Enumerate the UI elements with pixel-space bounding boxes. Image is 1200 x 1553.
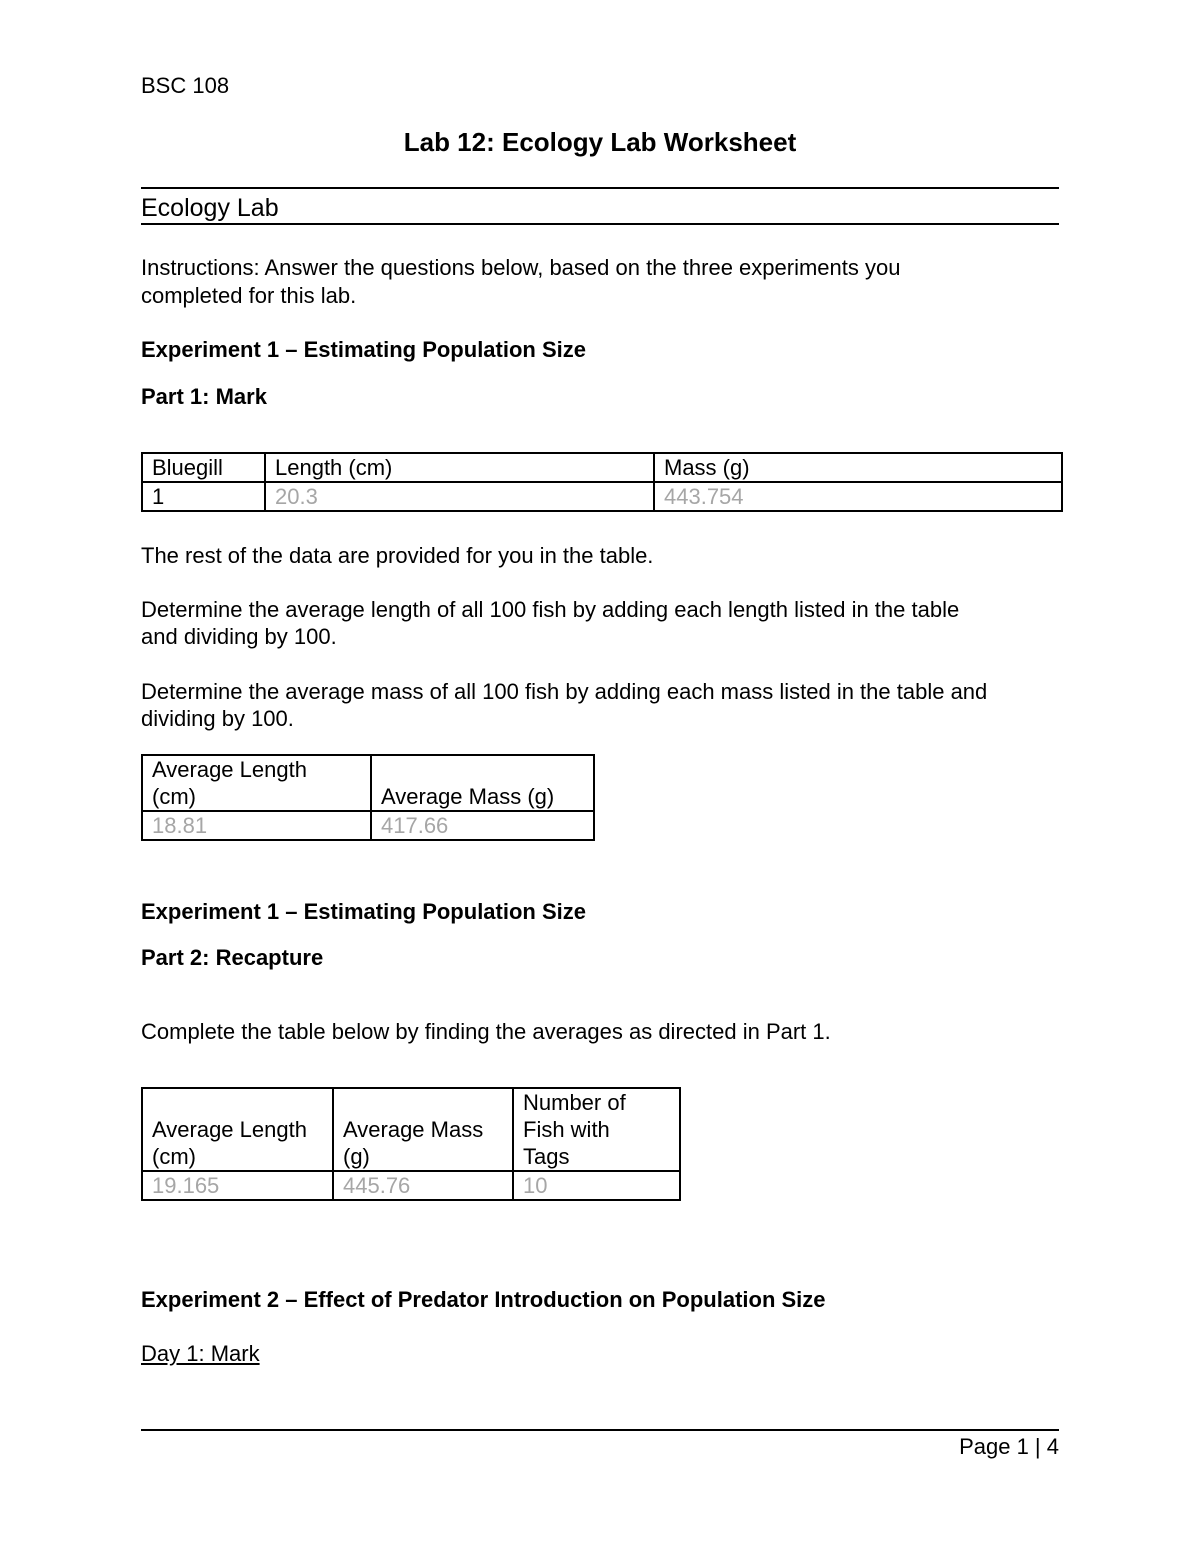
table-cell: 10 bbox=[513, 1171, 680, 1200]
table-cell: 1 bbox=[142, 482, 265, 511]
exp2-heading: Experiment 2 – Effect of Predator Introduction on Population Size bbox=[141, 1287, 826, 1312]
table-header-cell: Average Mass (g) bbox=[371, 755, 594, 811]
page-number: Page 1 | 4 bbox=[959, 1434, 1059, 1459]
header-line: Average Length bbox=[152, 1117, 307, 1142]
table-header-row bbox=[142, 755, 594, 811]
exp1-part2-subheading: Part 2: Recapture bbox=[141, 945, 324, 970]
recapture-instruction: Complete the table below by finding the averages as directed in Part 1. bbox=[141, 1019, 831, 1044]
table-header-row bbox=[142, 453, 1062, 482]
average-mass-instructions bbox=[141, 678, 1059, 732]
table-cell: 18.81 bbox=[142, 811, 371, 840]
instructions-line: completed for this lab. bbox=[141, 283, 357, 308]
table-row bbox=[142, 482, 1062, 511]
table-cell: 20.3 bbox=[265, 482, 654, 511]
table-cell: 417.66 bbox=[371, 811, 594, 840]
header-line: (cm) bbox=[152, 784, 196, 809]
table-header-cell: Mass (g) bbox=[654, 453, 1062, 482]
table-cell: 19.165 bbox=[142, 1171, 333, 1200]
data-provided-note: The rest of the data are provided for you in the table. bbox=[141, 543, 654, 568]
header-line: (g) bbox=[343, 1144, 370, 1169]
recapture-averages-table bbox=[141, 1087, 681, 1201]
section-rule-bottom bbox=[141, 223, 1059, 225]
footer-rule bbox=[141, 1429, 1059, 1431]
table-header-cell bbox=[142, 1088, 333, 1171]
table-row bbox=[142, 1171, 680, 1200]
table-row bbox=[142, 811, 594, 840]
header-line: Average Mass bbox=[343, 1117, 484, 1142]
table-cell: 443.754 bbox=[654, 482, 1062, 511]
header-line: Fish with bbox=[523, 1117, 610, 1142]
table-header-row bbox=[142, 1088, 680, 1171]
instruction-line: Determine the average mass of all 100 fish by adding each mass listed in the table and bbox=[141, 679, 988, 704]
section-title: Ecology Lab bbox=[141, 194, 279, 222]
instructions bbox=[141, 254, 1059, 309]
table-header-cell: Bluegill bbox=[142, 453, 265, 482]
header-line: Number of bbox=[523, 1090, 626, 1115]
page-title: Lab 12: Ecology Lab Worksheet bbox=[403, 127, 797, 157]
course-header: BSC 108 bbox=[141, 73, 230, 98]
exp2-subheading: Day 1: Mark bbox=[141, 1341, 260, 1366]
exp1-part1-heading: Experiment 1 – Estimating Population Size bbox=[141, 337, 586, 362]
exp1-part1-subheading: Part 1: Mark bbox=[141, 384, 267, 409]
instruction-line: and dividing by 100. bbox=[141, 624, 337, 649]
part1-averages-table bbox=[141, 754, 595, 841]
section-rule-top bbox=[141, 187, 1059, 189]
mark-data-table bbox=[141, 452, 1063, 512]
table-header-cell bbox=[142, 755, 371, 811]
header-line: (cm) bbox=[152, 1144, 196, 1169]
average-length-instructions bbox=[141, 596, 1059, 650]
header-line: Average Length bbox=[152, 757, 307, 782]
table-cell: 445.76 bbox=[333, 1171, 513, 1200]
instruction-line: Determine the average length of all 100 fish by adding each length listed in the table bbox=[141, 597, 960, 622]
instructions-line: Instructions: Answer the questions below, based on the three experiments you bbox=[141, 255, 901, 280]
table-header-cell bbox=[333, 1088, 513, 1171]
instruction-line: dividing by 100. bbox=[141, 706, 294, 731]
header-line: Tags bbox=[523, 1144, 570, 1169]
table-header-cell bbox=[513, 1088, 680, 1171]
exp1-part2-heading: Experiment 1 – Estimating Population Size bbox=[141, 899, 586, 924]
table-header-cell: Length (cm) bbox=[265, 453, 654, 482]
